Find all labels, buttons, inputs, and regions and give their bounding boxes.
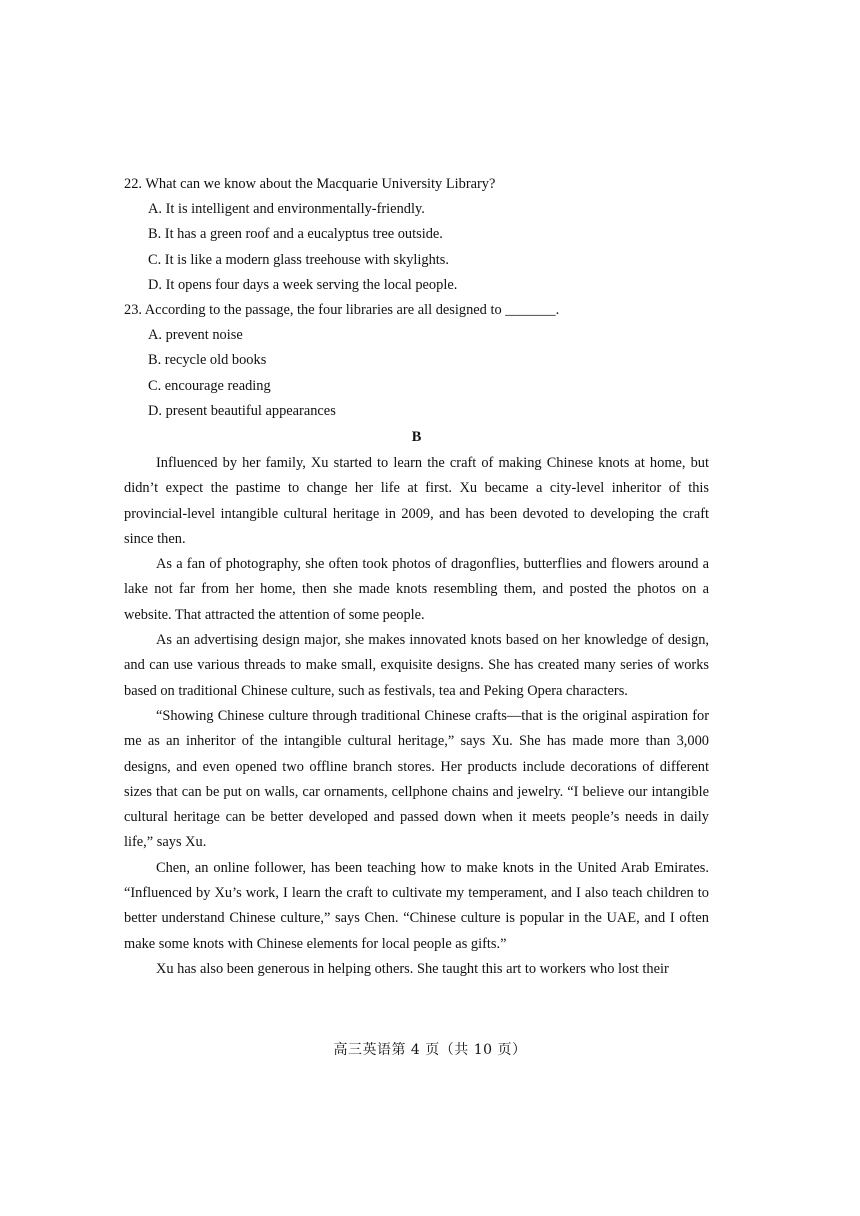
reading-passage — [124, 451, 709, 982]
question-23-option-c: C. encourage reading — [148, 378, 271, 394]
passage-paragraph: “Showing Chinese culture through traditional Chinese crafts—that is the original aspiration for me as an inheritor of the intangible cultural heritage,” says Xu. She has made more than 3,000 designs, and even opened two offline branch stores. Her products include decorations of different sizes that can be put on walls, car ornaments, cellphone chains and jewelry. “I believe our intangible cultural heritage can be better developed and passed down when it meets people’s needs in daily life,” says Xu. — [124, 707, 709, 851]
passage-paragraph: Xu has also been generous in helping others. She taught this art to workers who lost their — [156, 960, 669, 977]
question-23-stem: 23. According to the passage, the four libraries are all designed to _______. — [124, 302, 560, 318]
question-22-option-c: C. It is like a modern glass treehouse with skylights. — [148, 252, 449, 268]
question-23-option-d: D. present beautiful appearances — [148, 403, 336, 419]
section-heading: B — [411, 429, 422, 445]
question-22-stem: 22. What can we know about the Macquarie University Library? — [124, 176, 496, 192]
passage-paragraph: Influenced by her family, Xu started to learn the craft of making Chinese knots at home, but didn’t expect the pastime to change her life at first. Xu became a city-level inheritor of this provincial-level intangible cultural heritage in 2009, and has been devoted to developing the craft since then. — [124, 455, 709, 547]
passage-paragraph: As a fan of photography, she often took photos of dragonflies, butterflies and flowers around a lake not far from her home, then she made knots resembling them, and posted the photos on a website. That attracted the attention of some people. — [124, 556, 709, 623]
question-23-option-a: A. prevent noise — [148, 327, 243, 343]
question-22-option-a: A. It is intelligent and environmentally-friendly. — [148, 201, 425, 217]
passage-paragraph: As an advertising design major, she makes innovated knots based on her knowledge of design, and can use various threads to make small, exquisite designs. She has created many series of works based on traditional Chinese culture, such as festivals, tea and Peking Opera characters. — [124, 632, 709, 699]
passage-paragraph: Chen, an online follower, has been teaching how to make knots in the United Arab Emirates. “Influenced by Xu’s work, I learn the craft to cultivate my temperament, and I also teach children to better understand Chinese culture,” says Chen. “Chinese culture is popular in the UAE, and I often make some knots with Chinese elements for local people as gifts.” — [124, 859, 709, 952]
page-footer: 高三英语第 4 页（共 10 页） — [333, 1042, 527, 1058]
question-22-option-d: D. It opens four days a week serving the local people. — [148, 277, 458, 293]
question-22-option-b: B. It has a green roof and a eucalyptus tree outside. — [148, 226, 443, 242]
question-23-option-b: B. recycle old books — [148, 352, 267, 368]
